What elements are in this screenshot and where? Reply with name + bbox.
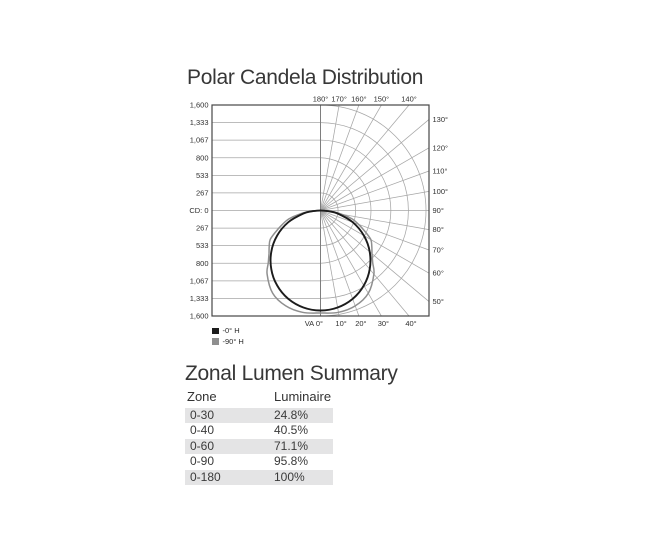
angle-label-top: 170° — [331, 94, 347, 104]
legend-label: -90° H — [222, 336, 244, 346]
zonal-table-row — [185, 423, 333, 438]
zone-cell: 0-90 — [190, 454, 215, 469]
cd-tick-label: 533 — [195, 171, 209, 180]
angle-label-bottom: 40° — [405, 319, 417, 328]
zonal-table-row — [185, 454, 333, 469]
cd-tick-label: 800 — [195, 258, 209, 268]
zonal-summary-title: Zonal Lumen Summary — [185, 362, 398, 385]
cd-tick-label: 1,333 — [189, 294, 209, 303]
cd-tick-label: 267 — [195, 188, 209, 198]
luminaire-column-header: Luminaire — [274, 389, 332, 404]
angle-label-right: 80° — [432, 225, 444, 235]
angle-label-right: 50° — [432, 297, 444, 307]
luminaire-cell: 40.5% — [274, 423, 309, 438]
luminaire-cell: 71.1% — [274, 438, 309, 453]
polar-chart-title: Polar Candela Distribution — [187, 66, 424, 89]
legend-item — [212, 327, 244, 335]
cd-tick-label: 800 — [195, 153, 209, 163]
angle-label-right: 90° — [432, 206, 444, 216]
legend-item — [212, 338, 244, 346]
angle-label-right: 110° — [432, 166, 448, 176]
angle-label-top: 150° — [373, 94, 390, 104]
angle-label-right: 100° — [432, 187, 449, 196]
cd-tick-label: 1,333 — [189, 118, 209, 128]
angle-label-right: 70° — [432, 245, 444, 255]
chart-legend — [212, 327, 244, 348]
legend-swatch — [212, 328, 219, 335]
zone-cell: 0-60 — [190, 438, 215, 453]
angle-label-right: 120° — [432, 143, 449, 153]
angle-label-top: 140° — [401, 94, 417, 104]
zone-column-header: Zone — [187, 389, 217, 404]
angle-label-right: 130° — [432, 115, 449, 125]
cd-tick-label: 533 — [195, 241, 209, 251]
luminaire-cell: 24.8% — [274, 408, 309, 422]
zonal-lumen-table — [185, 389, 333, 485]
angle-label-top: 160° — [351, 94, 367, 104]
cd-tick-label: 1,600 — [189, 100, 209, 110]
cd-tick-label: 267 — [195, 223, 209, 233]
zone-cell: 0-30 — [190, 408, 215, 422]
zonal-table-row — [185, 470, 333, 485]
angle-label-right: 60° — [432, 268, 444, 278]
angle-label-bottom: VA 0° — [304, 319, 323, 328]
angle-label-bottom: 10° — [335, 319, 347, 328]
cd-tick-label: 1,067 — [189, 276, 209, 286]
legend-label: -0° H — [222, 326, 240, 335]
angle-label-bottom: 20° — [355, 319, 367, 328]
cd-tick-label: 1,067 — [189, 135, 209, 145]
zonal-table-row — [185, 408, 333, 423]
zonal-table-row — [185, 439, 333, 454]
luminaire-cell: 100% — [274, 469, 305, 484]
legend-swatch — [212, 338, 219, 345]
cd-origin-label: CD: 0 — [189, 206, 209, 216]
angle-label-bottom: 30° — [377, 319, 390, 328]
luminaire-cell: 95.8% — [274, 454, 309, 469]
zone-cell: 0-40 — [190, 423, 215, 438]
angle-label-top: 180° — [312, 94, 329, 104]
zone-cell: 0-180 — [190, 469, 221, 484]
zonal-table-header — [185, 389, 333, 408]
cd-tick-label: 1,600 — [189, 311, 209, 321]
